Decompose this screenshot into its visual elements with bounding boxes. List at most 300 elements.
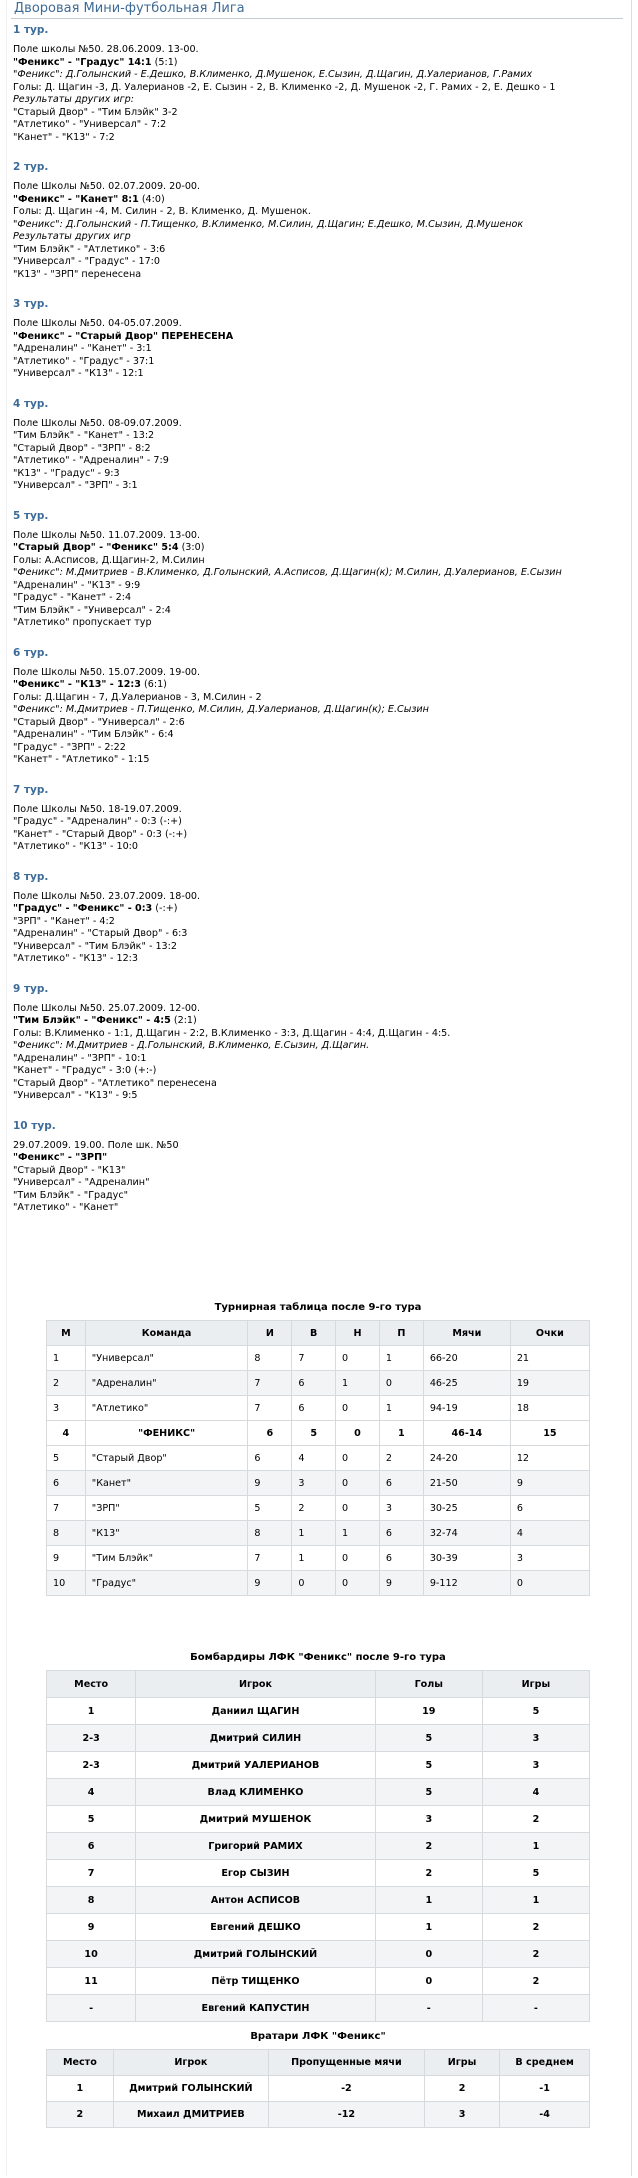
table-cell: 15	[510, 1421, 589, 1446]
table-cell: 3	[482, 1752, 589, 1779]
table-row	[47, 1806, 590, 1833]
match-result: "Феникс" - "Градус" 14:1	[13, 56, 152, 68]
table-row	[47, 1421, 590, 1446]
round-title[interactable]: 7 тур.	[13, 783, 49, 796]
round-section	[13, 24, 625, 144]
table-cell: 5	[375, 1725, 482, 1752]
match-result: "Феникс" - "Канет" 8:1	[13, 193, 139, 205]
table-cell: Дмитрий ГОЛЫНСКИЙ	[136, 1941, 376, 1968]
round-line	[13, 107, 625, 120]
table-cell: 9	[379, 1571, 423, 1596]
round-line	[13, 181, 625, 194]
column-header: П	[379, 1321, 423, 1346]
table-cell: 5	[248, 1496, 292, 1521]
table-cell: "Атлетико"	[85, 1396, 248, 1421]
round-line	[13, 567, 625, 580]
table-cell: Антон АСПИСОВ	[136, 1887, 376, 1914]
round-text: "Универсал" - "Градус" - 17:0	[13, 256, 161, 267]
table-cell: 0	[379, 1371, 423, 1396]
rounds-list	[13, 24, 625, 1215]
table-cell: 6	[292, 1396, 336, 1421]
round-line	[13, 443, 625, 456]
round-text: "К13" - "Градус" - 9:3	[13, 467, 120, 479]
round-line	[13, 704, 625, 717]
table-cell: 7	[248, 1546, 292, 1571]
round-line	[13, 580, 625, 593]
round-text: "Универсал" - "Тим Блэйк" - 13:2	[13, 940, 177, 952]
table-cell: 2	[482, 1968, 589, 1995]
table-cell: 1	[379, 1396, 423, 1421]
column-header: М	[47, 1321, 86, 1346]
table-cell: 21-50	[423, 1471, 510, 1496]
round-line	[13, 269, 625, 282]
table-cell: 6	[248, 1421, 292, 1446]
round-text: Поле Школы №50. 02.07.2009. 20-00.	[13, 181, 201, 192]
round-text: Результаты других игр:	[13, 94, 134, 105]
round-title[interactable]: 8 тур.	[13, 870, 49, 883]
table-cell: 4	[292, 1446, 336, 1471]
round-text: Поле Школы №50. 08-09.07.2009.	[13, 417, 182, 429]
round-line	[13, 1165, 625, 1178]
table-cell: 3	[379, 1496, 423, 1521]
table-cell: "К13"	[85, 1521, 248, 1546]
match-result: "Феникс" - "Старый Двор" ПЕРЕНЕСЕНА	[13, 330, 234, 342]
table-cell: 30-25	[423, 1496, 510, 1521]
table-cell: 2-3	[47, 1725, 136, 1752]
round-line	[13, 1040, 625, 1053]
table-cell: 6	[379, 1521, 423, 1546]
column-header: Игрок	[136, 1671, 376, 1698]
table-cell: 6	[47, 1471, 86, 1496]
round-text: "Атлетико" пропускает тур	[13, 617, 152, 628]
round-line	[13, 754, 625, 767]
round-line	[13, 592, 625, 605]
table-cell: 3	[510, 1546, 589, 1571]
round-text: Поле Школы №50. 23.07.2009. 18-00.	[13, 890, 201, 902]
table-cell: 6	[292, 1371, 336, 1396]
table-cell: -	[47, 1995, 136, 2022]
table-row	[47, 2102, 590, 2128]
round-text: "Канет" - "Градус" - 3:0 (+:-)	[13, 1065, 157, 1076]
table-row	[47, 1914, 590, 1941]
table-cell: Влад КЛИМЕНКО	[136, 1779, 376, 1806]
table-cell: Дмитрий УАЛЕРИАНОВ	[136, 1752, 376, 1779]
round-text: "ЗРП" - "Канет" - 4:2	[13, 915, 115, 927]
table-cell: 2	[424, 2076, 499, 2102]
table-cell: "ФЕНИКС"	[85, 1421, 248, 1446]
round-line	[13, 1177, 625, 1190]
column-header: Мячи	[423, 1321, 510, 1346]
round-line	[13, 244, 625, 257]
round-line	[13, 891, 625, 904]
round-line	[13, 57, 625, 70]
column-header: Игры	[424, 2050, 499, 2076]
table-cell: 1	[47, 1346, 86, 1371]
table-cell: 7	[292, 1346, 336, 1371]
round-line	[13, 1015, 625, 1028]
column-header: Пропущенные мячи	[268, 2050, 424, 2076]
round-line	[13, 194, 625, 207]
table-cell: Григорий РАМИХ	[136, 1833, 376, 1860]
match-result: "Феникс" - "К13" - 12:3	[13, 679, 141, 690]
round-text: "Феникс": Д.Голынский - П.Тищенко, В.Клименко, М.Силин, Д.Щагин; Е.Дешко, М.Сызин, Д.Мушенок	[13, 218, 524, 230]
round-text: "Адреналин" - "К13" - 9:9	[13, 579, 141, 591]
table-cell: "ЗРП"	[85, 1496, 248, 1521]
table-cell: "Старый Двор"	[85, 1446, 248, 1471]
table-row	[47, 1571, 590, 1596]
round-line	[13, 430, 625, 443]
round-line	[13, 480, 625, 493]
round-text: Поле Школы №50. 11.07.2009. 13-00.	[13, 529, 201, 541]
table-cell: 3	[375, 1806, 482, 1833]
round-text: "Феникс": М.Дмитриев - В.Клименко, Д.Голынский, А.Асписов, Д.Щагин(к); М.Силин, Д.Уалерианов, Е.Сызин	[13, 567, 562, 578]
round-text: "Универсал" - "Адреналин"	[13, 1177, 150, 1188]
round-line	[13, 368, 625, 381]
table-cell: 1	[379, 1421, 423, 1446]
halftime-score: (4:0)	[138, 193, 165, 205]
table-cell: Даниил ЩАГИН	[136, 1698, 376, 1725]
round-title[interactable]: 2 тур.	[13, 161, 49, 173]
round-line	[13, 331, 625, 344]
table-cell: 8	[47, 1887, 136, 1914]
table-cell: Михаил ДМИТРИЕВ	[113, 2102, 268, 2128]
table-cell: 1	[292, 1521, 336, 1546]
round-text: "Градус" - "Канет" - 2:4	[13, 592, 132, 603]
round-text: Поле Школы №50. 15.07.2009. 19-00.	[13, 666, 201, 678]
round-title[interactable]: 3 тур.	[13, 298, 49, 310]
round-line	[13, 256, 625, 269]
round-line	[13, 468, 625, 481]
table-cell: Дмитрий МУШЕНОК	[136, 1806, 376, 1833]
round-text: Голы: А.Асписов, Д.Щагин-2, М.Силин	[13, 554, 205, 566]
round-line	[13, 455, 625, 468]
table-cell: "Канет"	[85, 1471, 248, 1496]
round-text: "Канет" - "К13" - 7:2	[13, 131, 115, 143]
round-text: "Адреналин" - "ЗРП" - 10:1	[13, 1052, 147, 1064]
round-line	[13, 418, 625, 431]
column-header: Игры	[482, 1671, 589, 1698]
table-cell: -2	[268, 2076, 424, 2102]
table-cell: 0	[336, 1471, 380, 1496]
table-cell: 11	[47, 1968, 136, 1995]
table-cell: 2	[47, 1371, 86, 1396]
table-cell: 0	[336, 1571, 380, 1596]
round-text: "Феникс": Д.Голынский - Е.Дешко, В.Клименко, Д.Мушенок, Е.Сызин, Д.Щагин, Д.Уалерианов, Г.Рамих	[13, 69, 533, 80]
table-cell: 0	[336, 1421, 380, 1446]
table-cell: 66-20	[423, 1346, 510, 1371]
round-line	[13, 343, 625, 356]
table-cell: 4	[47, 1421, 86, 1446]
round-line	[13, 903, 625, 916]
match-result: "Тим Блэйк" - "Феникс" - 4:5	[13, 1015, 171, 1026]
table-cell: 46-25	[423, 1371, 510, 1396]
table-cell: -	[375, 1995, 482, 2022]
round-text: "Тим Блэйк" - "Градус"	[13, 1189, 129, 1201]
column-header: Очки	[510, 1321, 589, 1346]
round-text: "Тим Блэйк" - "Атлетико" - 3:6	[13, 243, 166, 255]
round-text: "Атлетико" - "К13" - 12:3	[13, 953, 139, 964]
round-line	[13, 1140, 625, 1153]
round-text: Поле Школы №50. 18-19.07.2009.	[13, 803, 182, 815]
round-line	[13, 605, 625, 618]
round-text: Поле школы №50. 28.06.2009. 13-00.	[13, 44, 199, 55]
round-text: Голы: Д.Щагин - 7, Д.Уалерианов - 3, М.Силин - 2	[13, 691, 262, 703]
round-line	[13, 1090, 625, 1103]
round-line	[13, 44, 625, 57]
round-line	[13, 742, 625, 755]
table-cell: 3	[482, 1725, 589, 1752]
table-row	[47, 1752, 590, 1779]
round-line	[13, 542, 625, 555]
round-title[interactable]: 1 тур.	[13, 24, 49, 36]
round-title[interactable]: 5 тур.	[13, 509, 49, 522]
round-text: "Канет" - "Атлетико" - 1:15	[13, 754, 150, 765]
round-text: 29.07.2009. 19.00. Поле шк. №50	[13, 1139, 179, 1151]
page-title: Дворовая Мини-футбольная Лига	[14, 1, 245, 16]
round-line	[13, 219, 625, 232]
round-section	[13, 647, 625, 767]
table-cell: 0	[336, 1396, 380, 1421]
round-text: "Феникс": М.Дмитриев - Д.Голынский, В.Клименко, Е.Сызин, Д.Щагин.	[13, 1040, 370, 1051]
column-header: В среднем	[500, 2050, 590, 2076]
round-line	[13, 916, 625, 929]
table-cell: 2	[379, 1446, 423, 1471]
round-line	[13, 119, 625, 132]
column-header: Игрок	[113, 2050, 268, 2076]
table-row	[47, 1698, 590, 1725]
table-cell: 7	[47, 1496, 86, 1521]
table-row	[47, 1396, 590, 1421]
column-header: Команда	[85, 1321, 248, 1346]
halftime-score: (2:1)	[170, 1015, 197, 1026]
table-cell: 2	[47, 2102, 114, 2128]
table-row	[47, 1521, 590, 1546]
table-cell: 21	[510, 1346, 589, 1371]
table-cell: 9	[248, 1471, 292, 1496]
round-title[interactable]: 9 тур.	[13, 982, 49, 995]
table-cell: 5	[47, 1446, 86, 1471]
table-cell: Егор СЫЗИН	[136, 1860, 376, 1887]
table-row	[47, 1371, 590, 1396]
round-text: "Адреналин" - "Тим Блэйк" - 6:4	[13, 729, 174, 740]
round-line	[13, 231, 625, 244]
round-line	[13, 941, 625, 954]
round-text: "Атлетико" - "Градус" - 37:1	[13, 355, 155, 367]
round-text: "Старый Двор" - "ЗРП" - 8:2	[13, 442, 151, 454]
round-text: Результаты других игр	[13, 231, 131, 242]
table-cell: 4	[482, 1779, 589, 1806]
table-cell: 6	[510, 1496, 589, 1521]
table-cell: 6	[248, 1446, 292, 1471]
table-cell: 9	[510, 1471, 589, 1496]
table-cell: 1	[336, 1371, 380, 1396]
table-cell: 0	[336, 1346, 380, 1371]
table-cell: 1	[375, 1887, 482, 1914]
round-section	[13, 398, 625, 493]
round-title[interactable]: 10 тур.	[13, 1119, 56, 1132]
table-row	[47, 2076, 590, 2102]
table-cell: 18	[510, 1396, 589, 1421]
table-cell: 10	[47, 1571, 86, 1596]
round-line	[13, 804, 625, 817]
table-cell: 7	[47, 1860, 136, 1887]
table-cell: 5	[375, 1779, 482, 1806]
table-row	[47, 1887, 590, 1914]
table-cell: 19	[375, 1698, 482, 1725]
round-line	[13, 1202, 625, 1215]
round-line	[13, 1152, 625, 1165]
table-cell: 2	[482, 1941, 589, 1968]
round-line	[13, 82, 625, 95]
table-cell: 5	[482, 1698, 589, 1725]
round-text: "Адреналин" - "Канет" - 3:1	[13, 343, 152, 354]
scorers-caption: Бомбардиры ЛФК "Феникс" после 9-го тура	[190, 1652, 446, 1663]
round-text: "Канет" - "Старый Двор" - 0:3 (-:+)	[13, 828, 188, 840]
round-line	[13, 1190, 625, 1203]
standings-caption: Турнирная таблица после 9-го тура	[214, 1302, 422, 1313]
table-cell: 2	[482, 1914, 589, 1941]
round-text: "Универсал" - "К13" - 9:5	[13, 1090, 138, 1101]
halftime-score: (-:+)	[152, 903, 178, 914]
table-cell: 1	[482, 1887, 589, 1914]
round-text: "Старый Двор" - "Атлетико" перенесена	[13, 1077, 217, 1089]
round-line	[13, 816, 625, 829]
round-text: "Тим Блэйк" - "Универсал" - 2:4	[13, 604, 171, 616]
table-cell: 7	[248, 1396, 292, 1421]
table-cell: 1	[47, 1698, 136, 1725]
round-line	[13, 1053, 625, 1066]
table-cell: "Градус"	[85, 1571, 248, 1596]
round-text: "Старый Двор" - "К13"	[13, 1164, 126, 1176]
round-text: Голы: Д. Щагин -3, Д. Уалерианов -2, Е. Сызин - 2, В. Клименко -2, Д. Мушенок -2, Г. Рамих - 2, Е. Дешко - 1	[13, 81, 556, 93]
table-cell: 8	[47, 1521, 86, 1546]
table-cell: 2-3	[47, 1752, 136, 1779]
table-cell: "Тим Блэйк"	[85, 1546, 248, 1571]
round-text: "Адреналин" - "Старый Двор" - 6:3	[13, 928, 188, 939]
table-cell: 1	[379, 1346, 423, 1371]
round-line	[13, 692, 625, 705]
table-row	[47, 1995, 590, 2022]
table-row	[47, 1446, 590, 1471]
table-cell: 5	[482, 1860, 589, 1887]
table-cell: "Адреналин"	[85, 1371, 248, 1396]
table-cell: -12	[268, 2102, 424, 2128]
table-cell: -4	[500, 2102, 590, 2128]
table-cell: -	[482, 1995, 589, 2022]
round-section	[13, 298, 625, 381]
halftime-score: (5:1)	[151, 56, 178, 68]
round-text: "Феникс": М.Дмитриев - П.Тищенко, М.Силин, Д.Уалерианов, Д.Щагин(к); Е.Сызин	[13, 704, 429, 715]
round-line	[13, 1003, 625, 1016]
table-cell: 2	[375, 1860, 482, 1887]
round-line	[13, 729, 625, 742]
round-line	[13, 953, 625, 966]
round-line	[13, 1065, 625, 1078]
table-cell: 8	[248, 1521, 292, 1546]
table-cell: 46-14	[423, 1421, 510, 1446]
goalkeepers-table	[46, 2049, 590, 2128]
round-line	[13, 318, 625, 331]
round-text: "Старый Двор" - "Универсал" - 2:6	[13, 716, 185, 728]
round-line	[13, 94, 625, 107]
page-header	[11, 0, 623, 19]
round-section	[13, 161, 625, 281]
round-line	[13, 1028, 625, 1041]
round-line	[13, 679, 625, 692]
table-cell: 10	[47, 1941, 136, 1968]
round-text: "Атлетико" - "Универсал" - 7:2	[13, 119, 167, 130]
table-cell: -1	[500, 2076, 590, 2102]
table-cell: 0	[510, 1571, 589, 1596]
round-line	[13, 206, 625, 219]
table-cell: 8	[248, 1346, 292, 1371]
table-row	[47, 1725, 590, 1752]
round-text: "К13" - "ЗРП" перенесена	[13, 268, 142, 280]
round-line	[13, 132, 625, 145]
round-text: "Атлетико" - "К13" - 10:0	[13, 841, 139, 852]
table-cell: 6	[379, 1471, 423, 1496]
table-cell: 1	[47, 2076, 114, 2102]
round-text: Поле Школы №50. 25.07.2009. 12-00.	[13, 1002, 201, 1014]
table-cell: 5	[47, 1806, 136, 1833]
table-cell: 9	[248, 1571, 292, 1596]
table-row	[47, 1546, 590, 1571]
round-text: "Универсал" - "К13" - 12:1	[13, 368, 144, 379]
table-cell: "Универсал"	[85, 1346, 248, 1371]
round-section	[13, 983, 625, 1103]
table-cell: 0	[336, 1496, 380, 1521]
round-text: "Универсал" - "ЗРП" - 3:1	[13, 480, 138, 491]
table-cell: 0	[336, 1546, 380, 1571]
round-section	[13, 784, 625, 854]
table-row	[47, 1941, 590, 1968]
round-section	[13, 871, 625, 966]
table-cell: 9-112	[423, 1571, 510, 1596]
round-text: Голы: В.Клименко - 1:1, Д.Щагин - 2:2, В.Клименко - 3:3, Д.Щагин - 4:4, Д.Щагин - 4:5.	[13, 1027, 451, 1039]
table-cell: 6	[47, 1833, 136, 1860]
round-text: Поле Школы №50. 04-05.07.2009.	[13, 318, 182, 329]
round-title[interactable]: 4 тур.	[13, 397, 49, 410]
table-row	[47, 1496, 590, 1521]
column-header: Место	[47, 1671, 136, 1698]
table-row	[47, 1860, 590, 1887]
round-title[interactable]: 6 тур.	[13, 646, 49, 659]
table-cell: 30-39	[423, 1546, 510, 1571]
table-cell: 3	[424, 2102, 499, 2128]
halftime-score: (6:1)	[140, 679, 167, 690]
match-result: "Старый Двор" - "Феникс" 5:4	[13, 542, 179, 553]
table-cell: 2	[375, 1833, 482, 1860]
round-line	[13, 829, 625, 842]
round-text: "Тим Блэйк" - "Канет" - 13:2	[13, 430, 155, 441]
table-cell: 2	[482, 1806, 589, 1833]
table-cell: 0	[292, 1571, 336, 1596]
table-cell: 1	[375, 1914, 482, 1941]
halftime-score: (3:0)	[178, 542, 205, 553]
table-cell: 2	[292, 1496, 336, 1521]
round-line	[13, 667, 625, 680]
table-cell: 1	[336, 1521, 380, 1546]
round-text: "Старый Двор" - "Тим Блэйк" 3-2	[13, 106, 178, 118]
table-cell: Пётр ТИЩЕНКО	[136, 1968, 376, 1995]
column-header: Место	[47, 2050, 114, 2076]
table-cell: 1	[482, 1833, 589, 1860]
goalkeepers-caption: Вратари ЛФК "Феникс"	[250, 2031, 386, 2042]
round-line	[13, 717, 625, 730]
round-line	[13, 617, 625, 630]
table-cell: 24-20	[423, 1446, 510, 1471]
table-cell: Евгений КАПУСТИН	[136, 1995, 376, 2022]
